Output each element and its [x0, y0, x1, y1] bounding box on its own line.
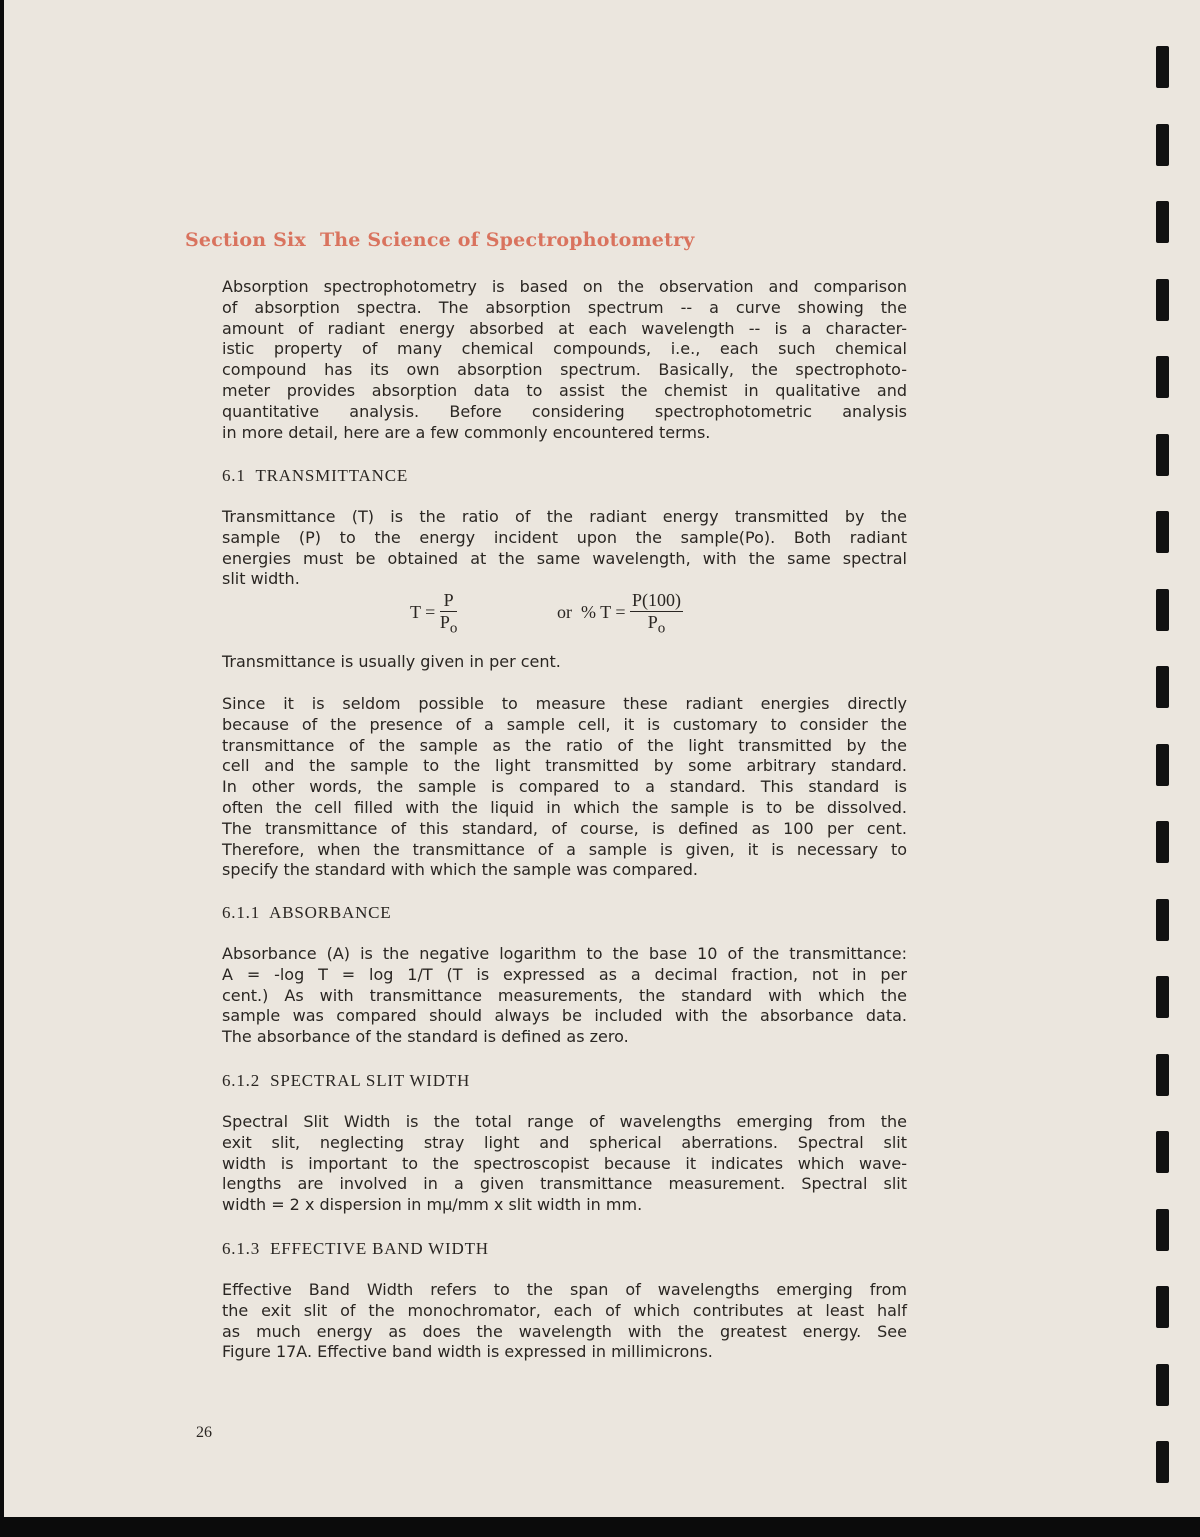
binding-hole: [1156, 1131, 1169, 1173]
text-line: istic property of many chemical compounds, i.e., each such chemical: [222, 339, 907, 359]
absorbance-paragraph: [222, 944, 907, 1048]
binding-hole: [1156, 976, 1169, 1018]
text-line: transmittance of the sample as the ratio of the light transmitted by the: [222, 735, 907, 755]
binding-hole: [1156, 1054, 1169, 1096]
text-line: of absorption spectra. The absorption spectrum -- a curve showing the: [222, 297, 907, 317]
text-line: lengths are involved in a given transmittance measurement. Spectral slit: [222, 1174, 907, 1194]
fraction: [440, 590, 458, 638]
binding-hole: [1156, 356, 1169, 398]
text-line: The transmittance of this standard, of course, is defined as 100 per cent.: [222, 818, 907, 838]
text-line: slit width.: [222, 569, 300, 589]
heading-absorbance: 6.1.1 ABSORBANCE: [222, 903, 392, 922]
text-line: width = 2 x dispersion in mμ/mm x slit width in mm.: [222, 1195, 643, 1215]
binding-hole: [1156, 46, 1169, 88]
binding-hole: [1156, 899, 1169, 941]
binding-hole: [1156, 744, 1169, 786]
fraction: [630, 590, 683, 638]
binding-hole: [1156, 589, 1169, 631]
binding-holes: [1156, 0, 1170, 1517]
text-line: as much energy as does the wavelength with the greatest energy. See: [222, 1321, 907, 1341]
text-line: compound has its own absorption spectrum. Basically, the spectrophoto-: [222, 360, 907, 380]
text-line: the exit slit of the monochromator, each of which contributes at least half: [222, 1300, 907, 1320]
slit-width-paragraph: [222, 1112, 907, 1216]
binding-hole: [1156, 511, 1169, 553]
binding-hole: [1156, 1364, 1169, 1406]
binding-hole: [1156, 1286, 1169, 1328]
section-title: [185, 229, 695, 251]
formula-lhs: T =: [410, 601, 436, 622]
text-line: energies must be obtained at the same wavelength, with the same spectral: [222, 548, 907, 568]
text-line: Since it is seldom possible to measure these radiant energies directly: [222, 694, 907, 713]
transmittance-paragraph: [222, 507, 907, 590]
binding-hole: [1156, 279, 1169, 321]
denominator: $P_o$: [439, 612, 458, 637]
intro-paragraph: [222, 277, 907, 443]
binding-hole: [1156, 821, 1169, 863]
text-line: specify the standard with which the sample was compared.: [222, 860, 698, 880]
text-line: A = -log T = log 1/T (T is expressed as a decimal fraction, not in per: [222, 964, 907, 984]
heading-spectral-slit-width: 6.1.2 SPECTRAL SLIT WIDTH: [222, 1071, 471, 1090]
text-line: sample (P) to the energy incident upon the sample(Po). Both radiant: [222, 527, 907, 547]
text-line: Therefore, when the transmittance of a sample is given, it is necessary to: [222, 839, 907, 859]
text-line: Spectral Slit Width is the total range of wavelengths emerging from the: [222, 1112, 907, 1131]
text-line: cent.) As with transmittance measurements, the standard with which the: [222, 985, 907, 1005]
text-line: cell and the sample to the light transmitted by some arbitrary standard.: [222, 756, 907, 776]
binding-hole: [1156, 124, 1169, 166]
heading-effective-band-width: 6.1.3 EFFECTIVE BAND WIDTH: [222, 1239, 489, 1258]
heading-transmittance: 6.1 TRANSMITTANCE: [222, 466, 409, 485]
text-line: Transmittance (T) is the ratio of the radiant energy transmitted by the: [222, 507, 907, 526]
binding-hole: [1156, 666, 1169, 708]
text-line: Transmittance is usually given in per cent.: [222, 652, 561, 671]
section-name: The Science of Spectrophotometry: [319, 229, 695, 251]
text-line: exit slit, neglecting stray light and spherical aberrations. Spectral slit: [222, 1132, 907, 1152]
page-number: 26: [196, 1424, 212, 1441]
binding-hole: [1156, 1209, 1169, 1251]
text-line: meter provides absorption data to assist the chemist in qualitative and: [222, 380, 907, 400]
binding-hole: [1156, 434, 1169, 476]
transmittance-formula: [410, 590, 457, 638]
text-line: Figure 17A. Effective band width is expressed in millimicrons.: [222, 1342, 713, 1362]
formula-or: or: [557, 601, 572, 622]
text-line: quantitative analysis. Before considering spectrophotometric analysis: [222, 401, 907, 421]
text-line: The absorbance of the standard is defined as zero.: [222, 1027, 629, 1047]
binding-hole: [1156, 201, 1169, 243]
text-line: because of the presence of a sample cell, it is customary to consider the: [222, 714, 907, 734]
text-line: amount of radiant energy absorbed at each wavelength -- is a character-: [222, 318, 907, 338]
text-line: width is important to the spectroscopist because it indicates which wave-: [222, 1153, 907, 1173]
binding-hole: [1156, 1441, 1169, 1483]
band-width-paragraph: [222, 1280, 907, 1363]
numerator: P: [440, 590, 458, 612]
text-line: often the cell filled with the liquid in which the sample is to be dissolved.: [222, 797, 907, 817]
text-line: In other words, the sample is compared to a standard. This standard is: [222, 777, 907, 797]
percent-transmittance-formula: [557, 590, 683, 638]
text-line: Absorption spectrophotometry is based on the observation and comparison: [222, 277, 907, 296]
standard-paragraph: [222, 694, 907, 881]
formula-lhs: % T =: [581, 601, 626, 622]
text-line: in more detail, here are a few commonly encountered terms.: [222, 422, 711, 442]
text-line: sample was compared should always be included with the absorbance data.: [222, 1006, 907, 1026]
denominator: $P_o$: [647, 612, 666, 637]
numerator: P(100): [632, 590, 681, 610]
section-label: Section Six: [185, 229, 306, 251]
document-page: [4, 0, 1200, 1517]
text-line: Effective Band Width refers to the span of wavelengths emerging from: [222, 1280, 907, 1299]
text-line: Absorbance (A) is the negative logarithm to the base 10 of the transmittance:: [222, 944, 907, 963]
percent-note: [222, 652, 907, 673]
